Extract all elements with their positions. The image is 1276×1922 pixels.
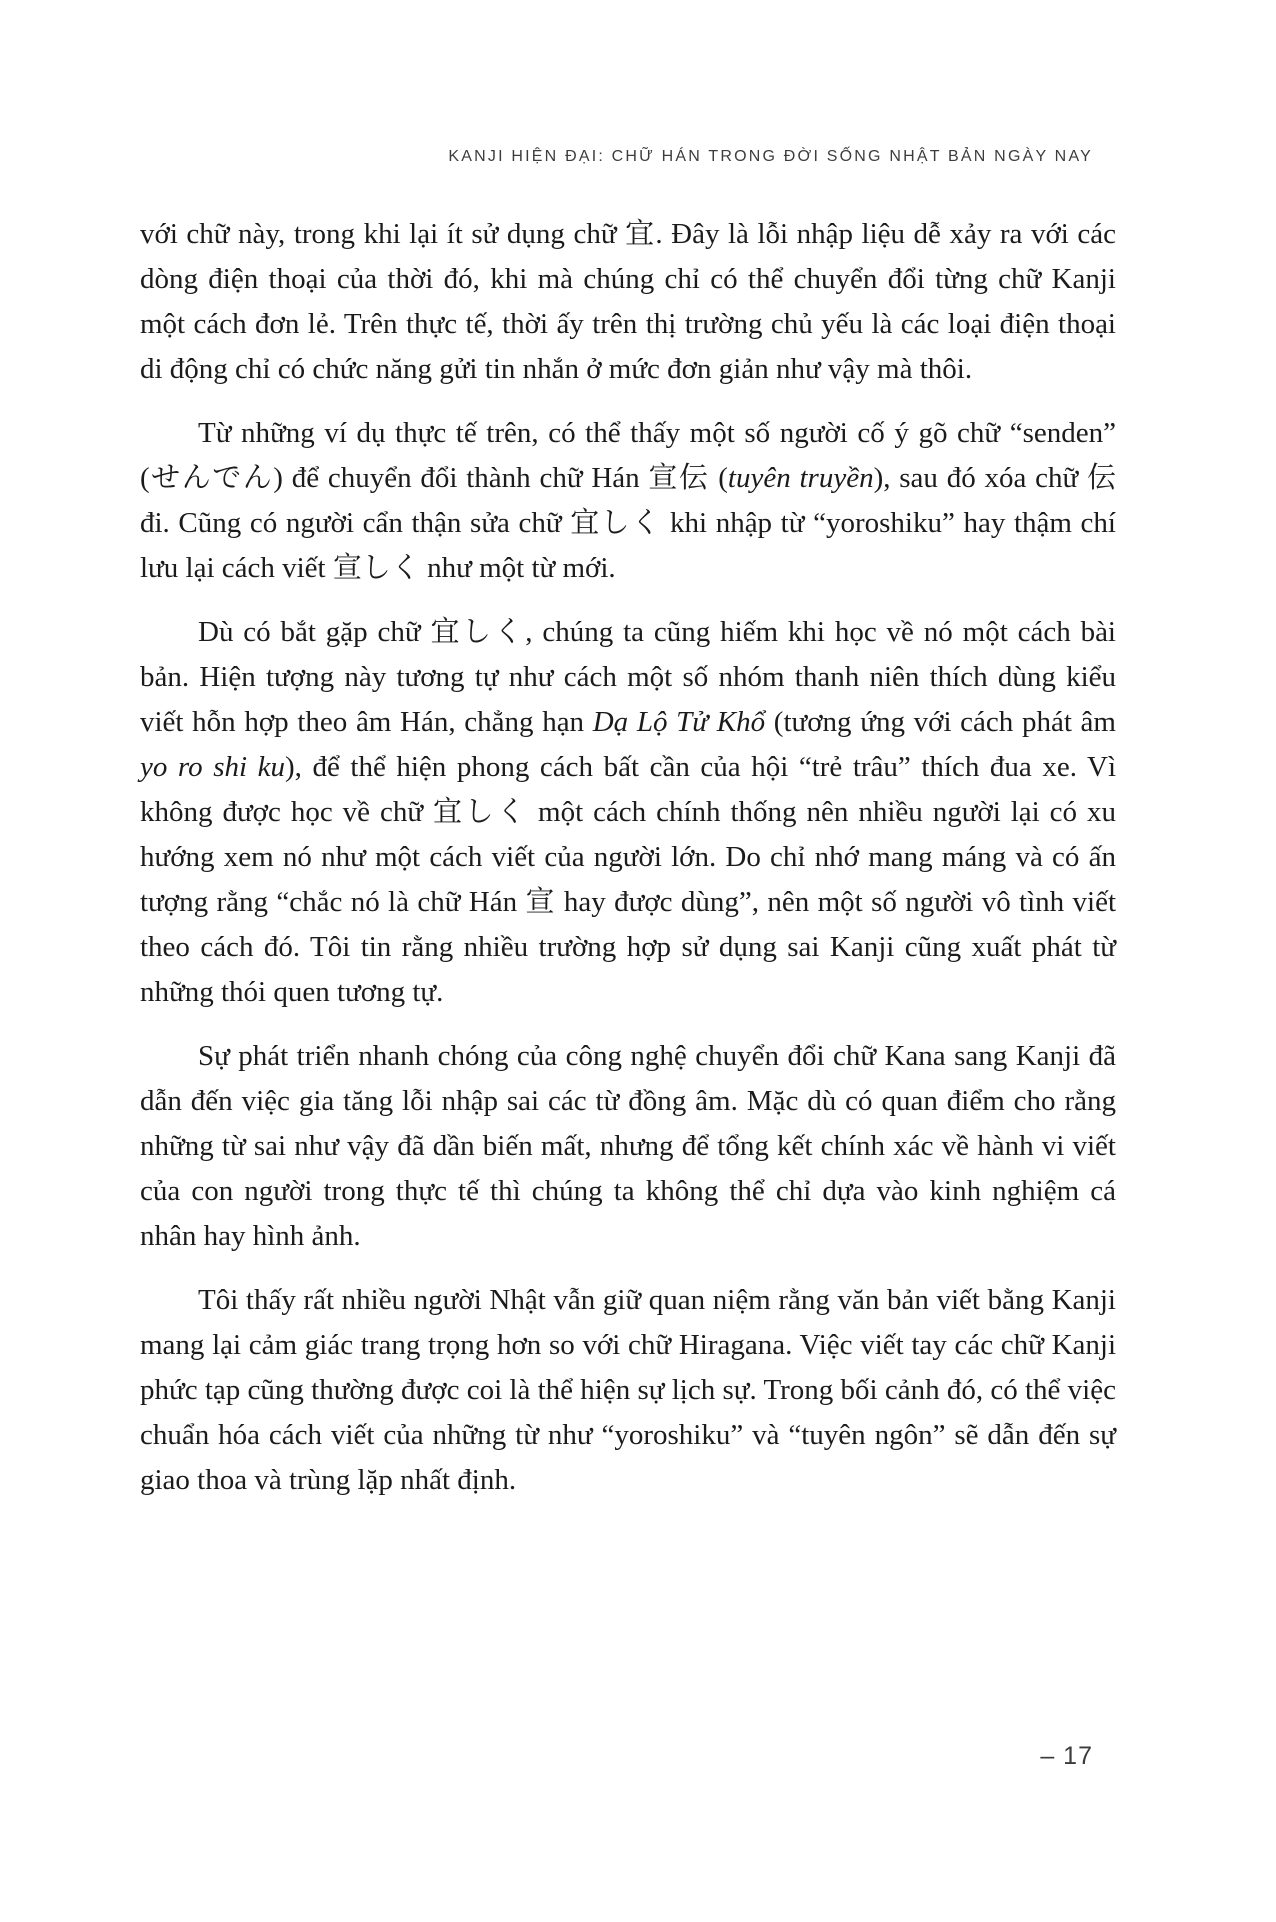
italic-text-run: Dạ Lộ Tử Khổ bbox=[592, 706, 766, 738]
italic-text-run: tuyên truyền bbox=[727, 462, 874, 494]
paragraph bbox=[140, 411, 1116, 591]
paragraph bbox=[140, 212, 1116, 392]
paragraph bbox=[140, 1278, 1116, 1503]
text-run: (tương ứng với cách phát âm bbox=[765, 706, 1116, 738]
italic-text-run: yo ro shi ku bbox=[140, 751, 285, 783]
page-number: – 17 bbox=[1040, 1742, 1093, 1770]
text-run: Tôi thấy rất nhiều người Nhật vẫn giữ quan niệm rằng văn bản viết bằng Kanji mang lại cảm giác trang trọng hơn so với chữ Hiragana. Việc viết tay các chữ Kanji phức tạp cũng thường được coi là thể hiện sự lịch sự. Trong bối cảnh đó, có thể việc chuẩn hóa cách viết của những từ như “yoroshiku” và “tuyên ngôn” sẽ dẫn đến sự giao thoa và trùng lặp nhất định. bbox=[140, 1284, 1116, 1496]
running-header: KANJI HIỆN ĐẠI: CHỮ HÁN TRONG ĐỜI SỐNG NHẬT BẢN NGÀY NAY bbox=[448, 148, 1093, 165]
text-run: với chữ này, trong khi lại ít sử dụng chữ 宜. Đây là lỗi nhập liệu dễ xảy ra với các dòng điện thoại của thời đó, khi mà chúng chỉ có thể chuyển đổi từng chữ Kanji một cách đơn lẻ. Trên thực tế, thời ấy trên thị trường chủ yếu là các loại điện thoại di động chỉ có chức năng gửi tin nhắn ở mức đơn giản như vậy mà thôi. bbox=[140, 218, 1116, 385]
page-body bbox=[140, 212, 1116, 1503]
text-run: Sự phát triển nhanh chóng của công nghệ chuyển đổi chữ Kana sang Kanji đã dẫn đến việc gia tăng lỗi nhập sai các từ đồng âm. Mặc dù có quan điểm cho rằng những từ sai như vậy đã dần biến mất, nhưng để tổng kết chính xác về hành vi viết của con người trong thực tế thì chúng ta không thể chỉ dựa vào kinh nghiệm cá nhân hay hình ảnh. bbox=[140, 1040, 1116, 1252]
text-run: ), để thể hiện phong cách bất cần của hội “trẻ trâu” thích đua xe. Vì không được học về chữ 宜しく một cách chính thống nên nhiều người lại có xu hướng xem nó như một cách viết của người lớn. Do chỉ nhớ mang máng và có ấn tượng rằng “chắc nó là chữ Hán 宣 hay được dùng”, nên một số người vô tình viết theo cách đó. Tôi tin rằng nhiều trường hợp sử dụng sai Kanji cũng xuất phát từ những thói quen tương tự. bbox=[140, 751, 1117, 1008]
text-run: Dù có bắt gặp chữ 宜しく, chúng ta cũng hiếm khi học về nó một cách bài bản. Hiện tượng này tương tự như cách một số nhóm thanh niên thích dùng kiểu viết hỗn hợp theo âm Hán, chẳng hạn bbox=[140, 616, 1116, 738]
text-run: Từ những ví dụ thực tế trên, có thể thấy một số người cố ý gõ chữ “senden” (せんでん) để chuyển đổi thành chữ Hán 宣伝 ( bbox=[140, 417, 1116, 494]
paragraph bbox=[140, 1034, 1116, 1259]
text-run: ), sau đó xóa chữ 伝 đi. Cũng có người cẩn thận sửa chữ 宜しく khi nhập từ “yoroshiku” hay thậm chí lưu lại cách viết 宣しく như một từ mới. bbox=[140, 462, 1116, 584]
paragraph bbox=[140, 610, 1116, 1015]
